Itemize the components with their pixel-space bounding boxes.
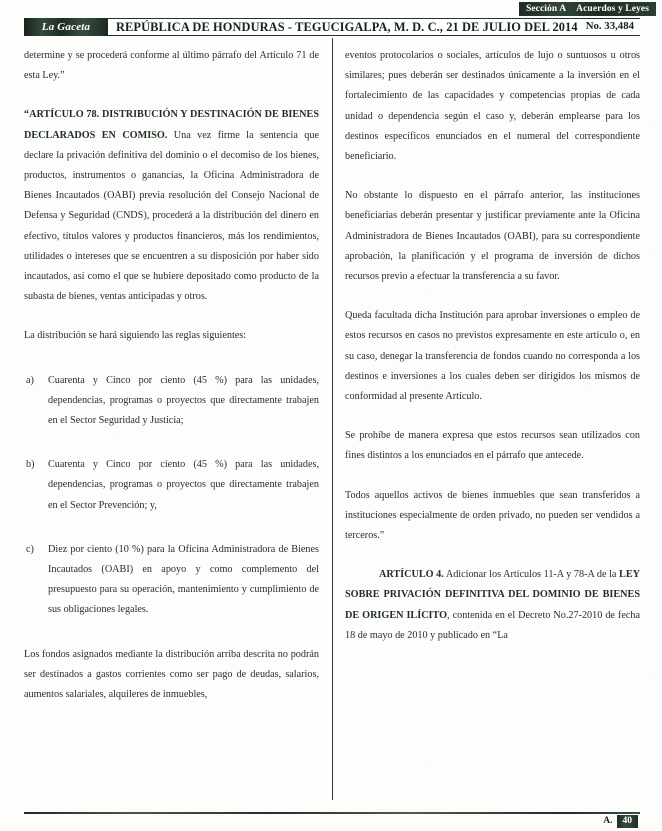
paragraph-prohibited-uses: eventos protocolarios o sociales, artículos de lujo o suntuosos u otros similares; pues deberán ser destinados únicamente a la inversión en el fortalecimiento de las capacidades y competencias propias de cada unidad o dependencia según el caso y, deberán emplearse para los destinos específicos enunciados en el numeral del correspondiente beneficiario. xyxy=(345,50,640,163)
column-divider xyxy=(332,38,333,800)
paragraph-oabi-approval: No obstante lo dispuesto en el párrafo anterior, las instituciones beneficiarias deberán presentar y justificar previamente ante la Oficina Administradora de Bienes Incautados (OABI), para su correspondiente aprobación, la planificación y el programa de inversión de dichos recursos previo a efectuar la transferencia a su favor. xyxy=(345,190,640,283)
list-item-text: Diez por ciento (10 %) para la Oficina Administradora de Bienes Incautados (OABI) en apoyo y como complemento del presupuesto para su operación, mantenimiento y cumplimiento de sus obligaciones legales. xyxy=(48,543,319,616)
issue-number: No. 33,484 xyxy=(585,20,634,32)
list-item-marker: a) xyxy=(26,374,34,386)
body-columns xyxy=(24,46,640,804)
article-78-heading: “ARTÍCULO 78. DISTRIBUCIÓN Y DESTINACIÓN DE BIENES DECLARADOS EN COMISO. xyxy=(24,109,319,141)
article-4-paragraph xyxy=(345,565,640,646)
page-section-letter: A. xyxy=(603,816,613,826)
left-column xyxy=(24,46,319,724)
section-tab-left-label: Sección A xyxy=(525,4,567,14)
article-4-tail: , contenida en el Decreto No.27-2010 de fecha 18 de mayo de 2010 y publicado en “La xyxy=(345,609,640,641)
paragraph-express-prohibition: Se prohíbe de manera expresa que estos recursos sean utilizados con fines distintos a los enunciados en el párrafo que antecede. xyxy=(345,430,640,462)
section-tab-right-label: Acuerdos y Leyes xyxy=(576,4,649,14)
article-4-lead: Adicionar los Artículos 11-A y 78-A de la xyxy=(443,569,620,581)
footer-rule xyxy=(24,812,640,814)
gazette-logo-badge: La Gaceta xyxy=(24,18,108,36)
list-item-text: Cuarenta y Cinco por ciento (45 %) para las unidades, dependencias, programas o proyectos que directamente trabajen en el Sector Prevención; y, xyxy=(48,459,319,511)
paragraph-real-estate-transfer: Todos aquellos activos de bienes inmuebles que sean transferidos a instituciones especialmente de orden privado, no pueden ser vendidos a terceros.” xyxy=(345,489,640,542)
list-item xyxy=(24,371,319,432)
article-78-paragraph xyxy=(24,105,319,307)
masthead xyxy=(0,0,662,42)
article-4-label: ARTÍCULO 4. xyxy=(379,569,444,581)
paragraph-continuation: determine y se procederá conforme al último párrafo del Artículo 71 de esta Ley.” xyxy=(24,50,319,82)
list-item-marker: c) xyxy=(26,543,34,555)
list-item xyxy=(24,455,319,516)
page-footer xyxy=(603,815,638,828)
list-item xyxy=(24,540,319,621)
article-78-body: Una vez firme la sentencia que declare la privación definitiva del dominio o el decomiso de los bienes, productos, instrumentos o ganancias, la Oficina Administradora de Bienes Incautados (OABI) previa resolución del Consejo Nacional de Defensa y Seguridad (CNDS), procederá a la distribución del dinero en efectivo, títulos valores y productos financieros, más los rendimientos, utilidades o intereses que se encuentren a su disposición por haber sido incautados, así como el que se hubiere depositado como producto de la subasta de bienes, ventas anticipadas y otros. xyxy=(24,129,319,303)
distribution-rules-intro: La distribución se hará siguiendo las reglas siguientes: xyxy=(24,330,247,342)
paragraph-institution-powers: Queda facultada dicha Institución para aprobar inversiones o empleo de estos recursos en casos no previstos expresamente en este artículo o, en su caso, denegar la transferencia de fondos cuando no corresponda a los destinos e inversiones a los cuales deben ser dirigidos los mismos de conformidad al presente Artículo. xyxy=(345,310,640,403)
masthead-title: REPÚBLICA DE HONDURAS - TEGUCIGALPA, M. D. C., 21 DE JULIO DEL 2014 xyxy=(116,20,578,34)
list-item-marker: b) xyxy=(26,459,35,471)
page-number: 40 xyxy=(617,815,639,828)
right-column xyxy=(345,46,640,665)
list-item-text: Cuarenta y Cinco por ciento (45 %) para las unidades, dependencias, programas o proyectos que directamente trabajen en el Sector Seguridad y Justicia; xyxy=(48,374,319,427)
section-tab xyxy=(519,2,656,16)
funds-restriction-paragraph: Los fondos asignados mediante la distribución arriba descrita no podrán ser destinados a gastos corrientes como ser pago de deudas, salarios, aumentos salariales, alquileres de inmuebles, xyxy=(24,648,319,701)
article-4-law-name: LEY SOBRE PRIVACIÓN DEFINITIVA DEL DOMINIO DE BIENES DE ORIGEN ILÍCITO xyxy=(345,569,640,621)
